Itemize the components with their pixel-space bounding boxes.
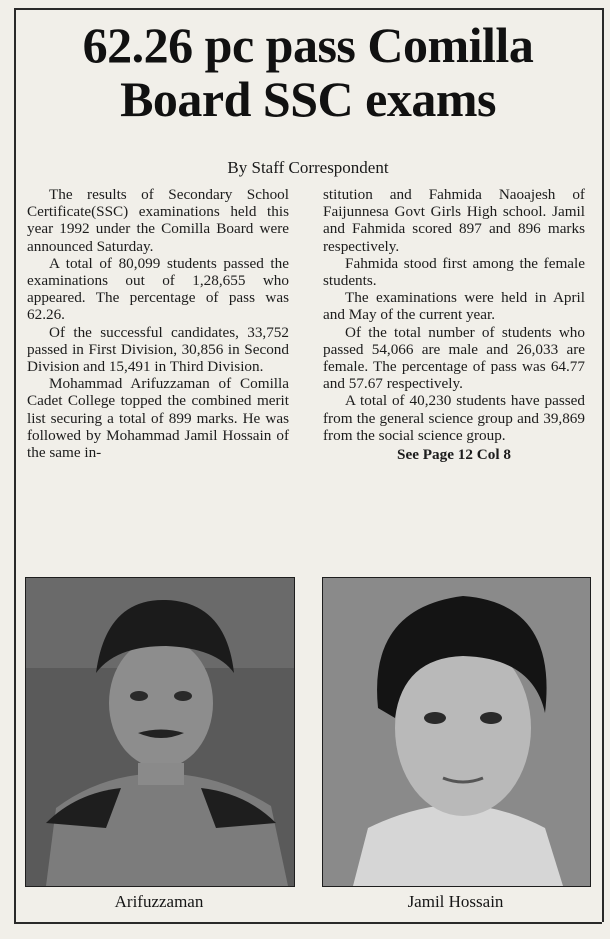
continuation-note: See Page 12 Col 8: [397, 446, 511, 464]
photo-caption: Arifuzzaman: [114, 892, 204, 911]
headline-line-2: Board SSC exams: [120, 71, 496, 127]
paragraph: The examinations were held in April and May of the current year.: [323, 289, 585, 324]
column-1: [27, 186, 289, 461]
paragraph: stitution and Fahmida Naoajesh of Faijunnesa Govt Girls High school. Jamil and Fahmida scored 897 and 896 marks respectively.: [323, 186, 585, 255]
paragraph: Of the successful candidates, 33,752 passed in First Division, 30,856 in Second Division and 15,491 in Third Division.: [27, 323, 289, 376]
paragraph: Of the total number of students who passed 54,066 are male and 26,033 are female. The percentage of pass was 64.77 and 57.67 respectively.: [323, 323, 585, 393]
top-rule: [14, 8, 602, 10]
paragraph: The results of Secondary School Certificate(SSC) examinations held this year 1992 under the Comilla Board were announced Saturday.: [27, 186, 289, 255]
paragraph: Fahmida stood first among the female students.: [323, 254, 585, 290]
headline-line-1: 62.26 pc pass Comilla: [82, 17, 534, 73]
bottom-rule: [14, 922, 602, 924]
column-2: [323, 186, 585, 463]
portrait-image: [26, 578, 294, 886]
paragraph: A total of 80,099 students passed the examinations out of 1,28,655 who appeared. The percentage of pass was 62.26.: [27, 254, 289, 324]
headline: [16, 18, 600, 126]
paragraph: Mohammad Arifuzzaman of Comilla Cadet College topped the combined merit list securing a total of 899 marks. He was followed by Mohammad Jamil Hossain of the same in-: [27, 375, 289, 462]
portrait-image: [323, 578, 590, 886]
photo-caption: Jamil Hossain: [407, 892, 504, 911]
photo-jamil-hossain: [322, 577, 591, 887]
paragraph: A total of 40,230 students have passed from the general science group and 39,869 from the social science group.: [323, 392, 585, 444]
photo-arifuzzaman: [25, 577, 295, 887]
byline: By Staff Correspondent: [227, 158, 389, 177]
